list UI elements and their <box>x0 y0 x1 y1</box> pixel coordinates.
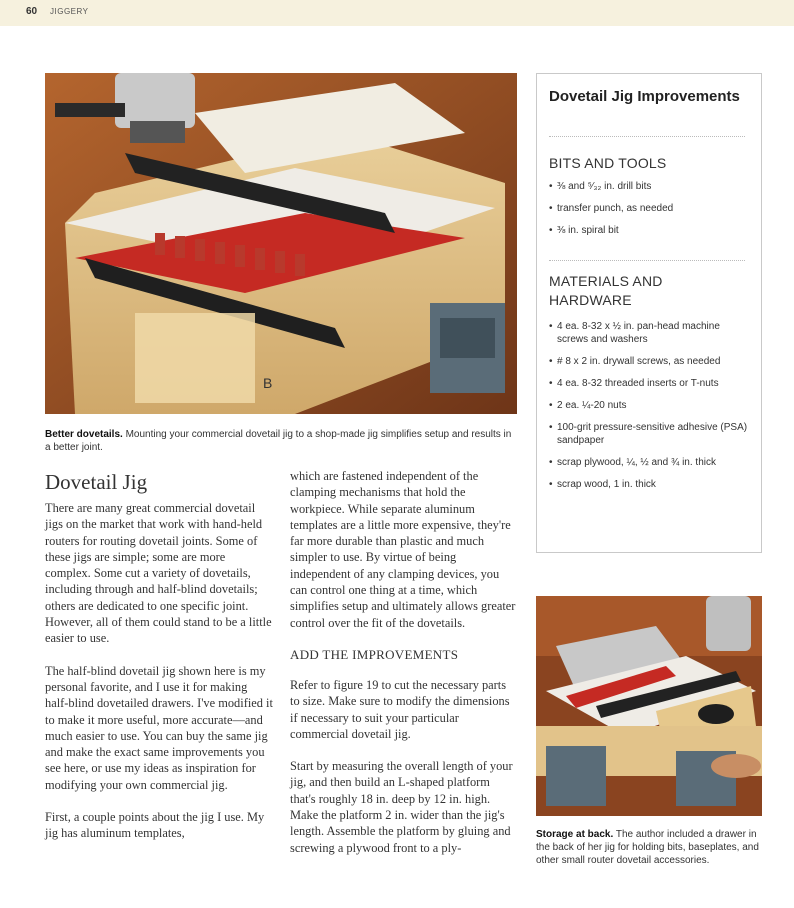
sidebar-divider <box>549 136 745 137</box>
caption-text: The author included a drawer in the back of her jig for holding bits, baseplates, and other small router dovetail accessories. <box>536 829 759 866</box>
sidebar-box <box>536 73 762 553</box>
materials-list <box>549 320 749 500</box>
storage-drawer-photo <box>536 596 762 816</box>
list-item: • scrap plywood, ¼, ½ and ¾ in. thick <box>549 456 749 469</box>
page-number: 60 <box>26 6 38 17</box>
main-photo <box>45 73 517 414</box>
article-title: Dovetail Jig <box>45 470 148 494</box>
bits-tools-list <box>549 180 749 246</box>
caption-text: Mounting your commercial dovetail jig to a shop-made jig simplifies setup and results in a better joint. <box>45 429 512 453</box>
list-item: • ⅜ in. spiral bit <box>549 224 749 237</box>
paragraph: Refer to figure 19 to cut the necessary parts to size. Make sure to modify the dimensions if necessary to suit your particular commercial dovetail jig. <box>290 677 510 741</box>
paragraph: There are many great commercial dovetail jigs on the market that work with hand-held routers for routing dovetail joints. Some of these jigs are simple; some are more complex. Some cut a variety of dovetails, including through and half-blind dovetails; others are dedicated to one specific joint. However, all of them could stand to be a little easier to use. <box>45 501 272 646</box>
storage-photo-caption <box>536 828 762 867</box>
sidebar-divider <box>549 260 745 261</box>
list-item: • transfer punch, as needed <box>549 202 749 215</box>
sidebar-title: Dovetail Jig Improvements <box>549 88 740 105</box>
column-left <box>45 500 273 858</box>
column-middle <box>290 468 518 872</box>
subheading: ADD THE IMPROVEMENTS <box>290 646 459 662</box>
list-item: • # 8 x 2 in. drywall screws, as needed <box>549 355 749 368</box>
list-item: • 2 ea. ¼-20 nuts <box>549 399 749 412</box>
paragraph: First, a couple points about the jig I use. My jig has aluminum templates, <box>45 810 265 841</box>
dovetail-jig-photo <box>45 73 517 414</box>
paragraph: The half-blind dovetail jig shown here is my personal favorite, and I use it for making half-blind dovetailed drawers. I've modified it to make it more useful, more accurate—and much easier to use. You can buy the same jig and make the exact same improvements you see here, or use my ideas as inspiration for modifying your own commercial jig. <box>45 663 273 792</box>
bits-tools-heading: BITS AND TOOLS <box>549 155 667 171</box>
page-header <box>0 0 794 26</box>
list-item: • scrap wood, 1 in. thick <box>549 478 749 491</box>
running-head: JIGGERY <box>50 7 89 16</box>
list-item: • ⅜ and ⁵⁄₃₂ in. drill bits <box>549 180 749 193</box>
paragraph: Start by measuring the overall length of your jig, and then build an L-shaped platform that's roughly 18 in. deep by 12 in. high. Make the platform 2 in. wider than the jig's length. Assemble the platform by gluing and screwing a plywood front to a ply- <box>290 759 513 855</box>
list-item: • 4 ea. 8-32 x ½ in. pan-head machine screws and washers <box>549 320 749 346</box>
main-photo-caption <box>45 428 515 454</box>
materials-heading: MATERIALS AND HARDWARE <box>549 273 663 308</box>
caption-bold: Better dovetails. <box>45 429 123 440</box>
paragraph: which are fastened independent of the clamping mechanisms that hold the workpiece. While separate aluminum templates are a little more expensive, they're far more durable than plastic and much simpler to use. By virtue of being independent of any clamping devices, you can control one thing at a time, which simplifies setup and ultimately allows greater control over the fit of the dovetails. <box>290 469 516 630</box>
storage-photo <box>536 596 762 816</box>
caption-bold: Storage at back. <box>536 829 614 840</box>
plate-label: B <box>263 375 273 391</box>
list-item: • 100-grit pressure-sensitive adhesive (PSA) sandpaper <box>549 421 749 447</box>
list-item: • 4 ea. 8-32 threaded inserts or T-nuts <box>549 377 749 390</box>
